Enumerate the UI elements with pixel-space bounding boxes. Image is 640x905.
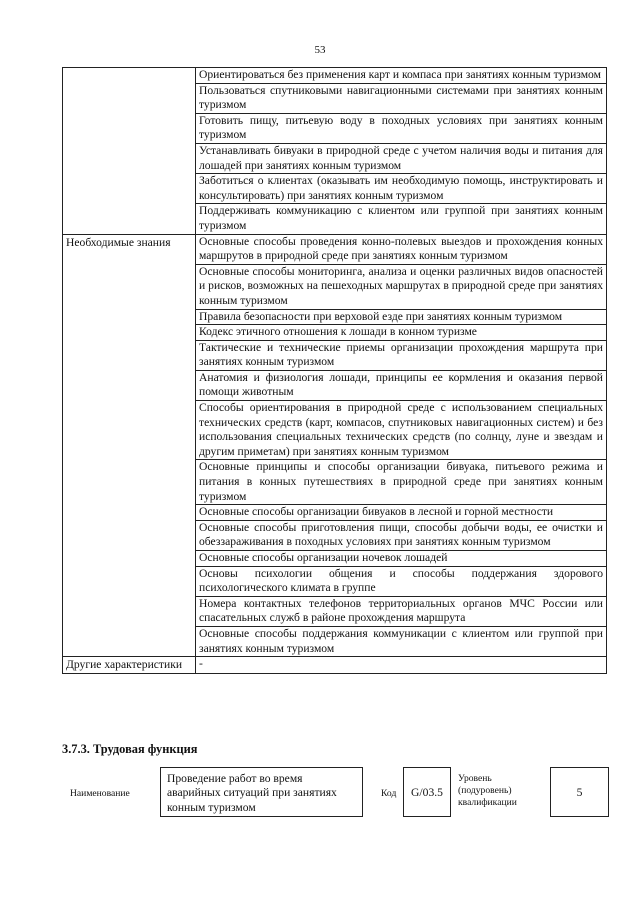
- knowledge-item: Основные способы приготовления пищи, способы добычи воды, ее очистки и обеззараживания в походных условиях при занятиях конным туризмом: [196, 520, 607, 550]
- section-heading: 3.7.3. Трудовая функция: [62, 742, 198, 756]
- skill-item: Пользоваться спутниковыми навигационными системами при занятиях конным туризмом: [196, 83, 607, 113]
- name-value-box: Проведение работ во время аварийных ситуаций при занятиях конным туризмом: [160, 767, 363, 817]
- skill-item: Устанавливать бивуаки в природной среде с учетом наличия воды и питания для лошадей при занятиях конным туризмом: [196, 143, 607, 173]
- knowledge-item: Основные принципы и способы организации бивуака, питьевого режима и питания в конных путешествиях в природной среде при занятиях конным туризмом: [196, 460, 607, 505]
- table-row: [63, 657, 607, 674]
- knowledge-item: Основные способы организации бивуаков в лесной и горной местности: [196, 505, 607, 521]
- table-row: [63, 68, 607, 84]
- knowledge-item: Правила безопасности при верховой езде при занятиях конным туризмом: [196, 309, 607, 325]
- level-label: Уровень (подуровень) квалификации: [458, 773, 517, 808]
- knowledge-label: Необходимые знания: [63, 234, 196, 657]
- skill-item: Готовить пищу, питьевую воду в походных условиях при занятиях конным туризмом: [196, 113, 607, 143]
- other-characteristics-label: Другие характеристики: [63, 657, 196, 674]
- knowledge-item: Кодекс этичного отношения к лошади в конном туризме: [196, 325, 607, 341]
- knowledge-item: Способы ориентирования в природной среде с использованием специальных технических средств (карт, компасов, спутниковых навигационных систем) и без использования специальных технических средств (по солнцу, луне и звездам и другим приметам) при занятиях конным туризмом: [196, 401, 607, 460]
- name-label: Наименование: [70, 788, 130, 799]
- page-number: 53: [314, 44, 326, 56]
- skill-item: Поддерживать коммуникацию с клиентом или группой при занятиях конным туризмом: [196, 204, 607, 234]
- knowledge-item: Основные способы мониторинга, анализа и оценки различных видов опасностей и рисков, возможных на пешеходных маршрутах в природной среде при занятиях конным туризмом: [196, 264, 607, 309]
- knowledge-item: Номера контактных телефонов территориальных органов МЧС России или спасательных служб в районе прохождения маршрута: [196, 596, 607, 626]
- knowledge-item: Тактические и технические приемы организации прохождения маршрута при занятиях конным туризмом: [196, 340, 607, 370]
- code-value-box: G/03.5: [403, 767, 451, 817]
- knowledge-item: Анатомия и физиология лошади, принципы ее кормления и оказания первой помощи животным: [196, 370, 607, 400]
- knowledge-item: Основные способы проведения конно-полевых выездов и прохождения конных маршрутов в природной среде при занятиях конным туризмом: [196, 234, 607, 264]
- knowledge-item: Основные способы организации ночевок лошадей: [196, 551, 607, 567]
- knowledge-item: Основы психологии общения и способы поддержания здорового психологического климата в группе: [196, 566, 607, 596]
- knowledge-item: Основные способы поддержания коммуникации с клиентом или группой при занятиях конным туризмом: [196, 626, 607, 656]
- competency-table: [62, 67, 607, 674]
- skill-item: Заботиться о клиентах (оказывать им необходимую помощь, инструктировать и консультировать) при занятиях конным туризмом: [196, 174, 607, 204]
- table-row: [63, 234, 607, 264]
- skill-item: Ориентироваться без применения карт и компаса при занятиях конным туризмом: [196, 68, 607, 84]
- other-characteristics-value: -: [196, 657, 607, 674]
- code-label: Код: [381, 788, 397, 799]
- labor-function-header: [0, 767, 640, 823]
- continuation-label-cell: [63, 68, 196, 235]
- level-value-box: 5: [550, 767, 609, 817]
